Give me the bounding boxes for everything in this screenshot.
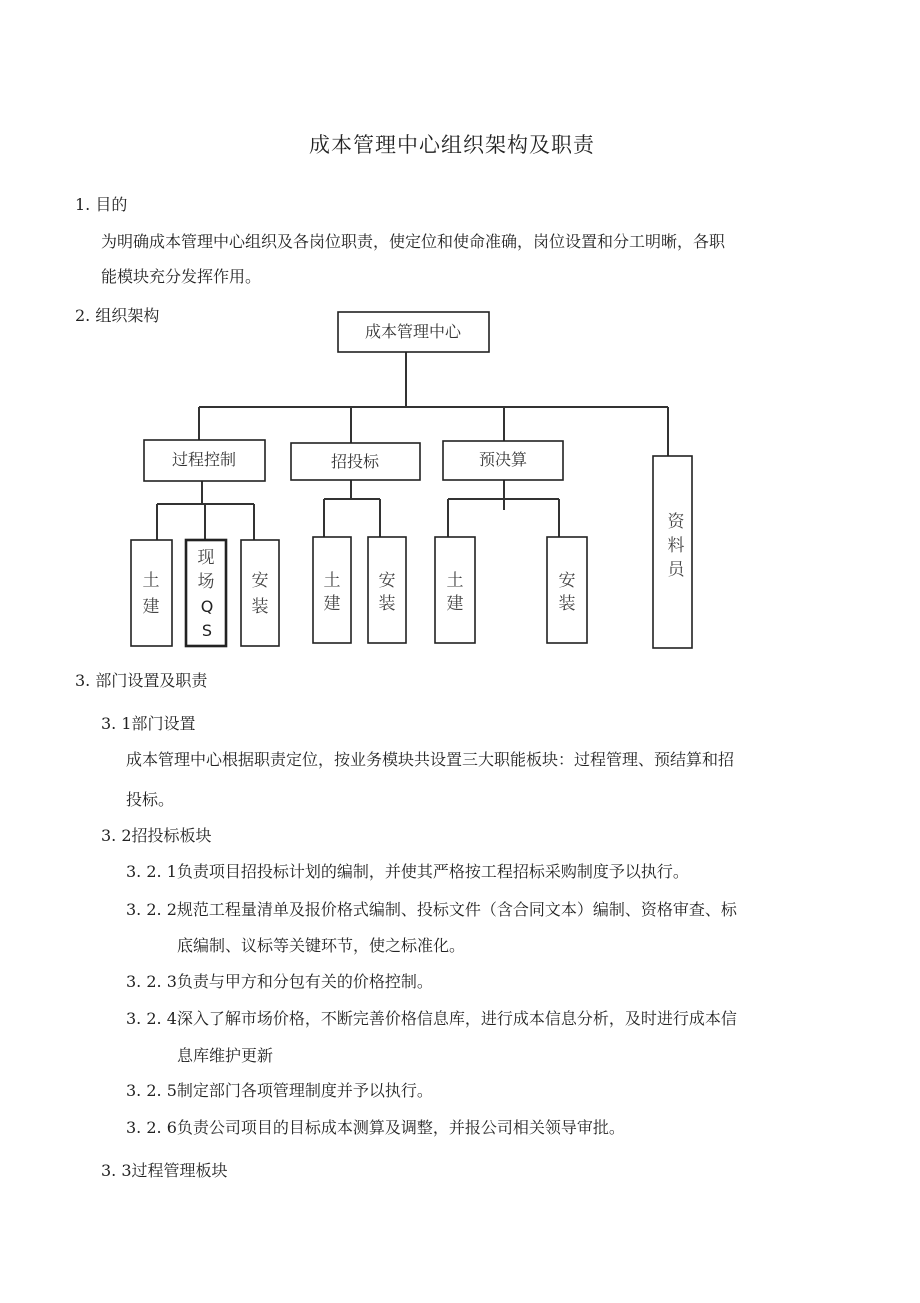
- org-leaf-bidding-civil-char-2: 建: [323, 594, 341, 614]
- org-node-clerk-char-3: 员: [667, 560, 685, 580]
- org-node-clerk-char-2: 料: [667, 536, 685, 556]
- org-leaf-process-civil-char-2: 建: [142, 597, 160, 617]
- section-1-paragraph-line-1: 为明确成本管理中心组织及各岗位职责，使定位和使命准确，岗位设置和分工明晰，各职: [101, 232, 726, 251]
- item-3-2-2-line-1: 3. 2. 2规范工程量清单及报价格式编制、投标文件（含合同文本）编制、资格审查、标: [126, 900, 737, 919]
- item-3-2-3: 3. 2. 3负责与甲方和分包有关的价格控制。: [126, 972, 433, 991]
- org-leaf-process-civil: [131, 540, 172, 646]
- section-2-heading: 2. 组织架构: [75, 306, 160, 325]
- section-3-heading: 3. 部门设置及职责: [75, 671, 208, 690]
- org-leaf-budget-civil-char-1: 土: [446, 571, 464, 591]
- item-3-2-1: 3. 2. 1负责项目招投标计划的编制，并使其严格按工程招标采购制度予以执行。: [126, 862, 689, 881]
- org-leaf-process-install-char-2: 装: [251, 597, 269, 617]
- org-leaf-bidding-install: [368, 537, 406, 643]
- org-leaf-budget-install-char-1: 安: [558, 571, 576, 591]
- org-node-budget-settlement: [443, 441, 563, 480]
- org-node-bidding: [291, 443, 420, 480]
- item-3-2-5: 3. 2. 5制定部门各项管理制度并予以执行。: [126, 1081, 433, 1100]
- org-node-budget-settlement-label: 预决算: [478, 450, 528, 469]
- item-3-2-4-line-1: 3. 2. 4深入了解市场价格，不断完善价格信息库，进行成本信息分析，及时进行成本信: [126, 1009, 737, 1028]
- org-leaf-qs-char-2: 场: [197, 572, 215, 592]
- org-leaf-budget-install-char-2: 装: [558, 594, 576, 614]
- org-leaf-budget-civil: [435, 537, 475, 643]
- org-node-root-label: 成本管理中心: [364, 322, 462, 341]
- section-1-heading: 1. 目的: [75, 195, 128, 214]
- item-3-2-2-line-2: 底编制、议标等关键环节，使之标准化。: [177, 936, 466, 955]
- section-1-paragraph-line-2: 能模块充分发挥作用。: [101, 267, 262, 286]
- org-leaf-qs-char-3: Q: [200, 597, 214, 616]
- org-leaf-qs-char-1: 现: [197, 548, 215, 568]
- section-3-1-line-1: 成本管理中心根据职责定位，按业务模块共设置三大职能板块：过程管理、预结算和招: [126, 750, 735, 769]
- org-leaf-process-install-char-1: 安: [251, 571, 269, 591]
- org-leaf-process-civil-char-1: 土: [142, 571, 160, 591]
- section-3-1-heading: 3. 1部门设置: [101, 714, 196, 733]
- section-3-1-line-2: 投标。: [126, 790, 175, 809]
- section-3-2-heading: 3. 2招投标板块: [101, 826, 212, 845]
- item-3-2-4-line-2: 息库维护更新: [177, 1046, 274, 1065]
- org-leaf-qs-char-4: S: [201, 621, 213, 640]
- org-leaf-bidding-civil-char-1: 土: [323, 571, 341, 591]
- page-title: 成本管理中心组织架构及职责: [309, 133, 595, 157]
- org-node-process-control-label: 过程控制: [171, 450, 237, 469]
- org-node-clerk-char-1: 资: [667, 512, 685, 532]
- section-3-3-heading: 3. 3过程管理板块: [101, 1161, 228, 1180]
- org-leaf-process-install: [241, 540, 279, 646]
- org-node-bidding-label: 招投标: [330, 452, 380, 471]
- org-leaf-bidding-install-char-2: 装: [378, 594, 396, 614]
- org-leaf-budget-install: [547, 537, 587, 643]
- org-leaf-budget-civil-char-2: 建: [446, 594, 464, 614]
- org-leaf-process-site-qs: [186, 540, 226, 646]
- org-leaf-bidding-install-char-1: 安: [378, 571, 396, 591]
- org-leaf-bidding-civil: [313, 537, 351, 643]
- org-node-clerk: [653, 456, 692, 648]
- item-3-2-6: 3. 2. 6负责公司项目的目标成本测算及调整，并报公司相关领导审批。: [126, 1118, 625, 1137]
- org-node-root: [338, 312, 489, 352]
- org-node-process-control: [144, 440, 265, 481]
